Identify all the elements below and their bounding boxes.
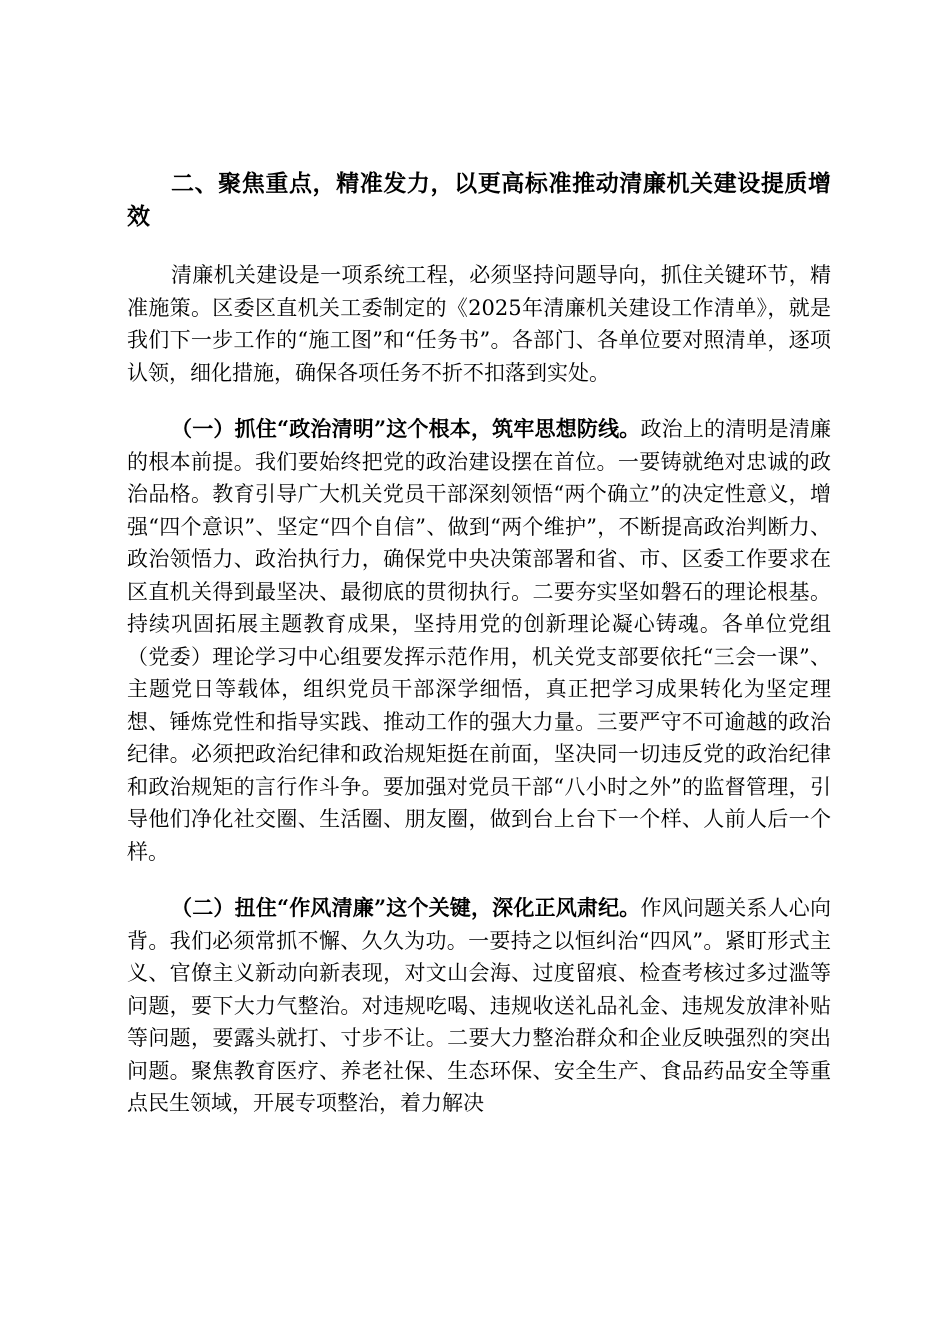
- subsection-2-paragraph: [127, 892, 831, 1120]
- section-heading: 二、聚焦重点，精准发力，以更高标准推动清廉机关建设提质增效: [127, 170, 831, 230]
- subsection-1-paragraph: [127, 413, 831, 868]
- document-page: [127, 168, 831, 1120]
- intro-paragraph: 清廉机关建设是一项系统工程，必须坚持问题导向，抓住关键环节，精准施策。区委区直机关工委制定的《2025年清廉机关建设工作清单》，就是我们下一步工作的“施工图”和“任务书”。各部门、各单位要对照清单，逐项认领，细化措施，确保各项任务不折不扣落到实处。: [127, 263, 831, 385]
- subsection-2-body: 作风问题关系人心向背。我们必须常抓不懈、久久为功。一要持之以恒纠治“四风”。紧盯形式主义、官僚主义新动向新表现，对文山会海、过度留痕、检查考核过多过滥等问题，要下大力气整治。对违规吃喝、违规收送礼品礼金、违规发放津补贴等问题，要露头就打、寸步不让。二要大力整治群众和企业反映强烈的突出问题。聚焦教育医疗、养老社保、生态环保、安全生产、食品药品安全等重点民生领域，开展专项整治，着力解决: [127, 896, 831, 1115]
- subsection-2-lead: （二）扭住“作风清廉”这个关键，深化正风肃纪。: [171, 895, 641, 920]
- subsection-1-body: 政治上的清明是清廉的根本前提。我们要始终把党的政治建设摆在首位。一要铸就绝对忠诚的政治品格。教育引导广大机关党员干部深刻领悟“两个确立”的决定性意义，增强“四个意识”、坚定“四个自信”、做到“两个维护”，不断提高政治判断力、政治领悟力、政治执行力，确保党中央决策部署和省、市、区委工作要求在区直机关得到最坚决、最彻底的贯彻执行。二要夯实坚如磐石的理论根基。持续巩固拓展主题教育成果，坚持用党的创新理论凝心铸魂。各单位党组（党委）理论学习中心组要发挥示范作用，机关党支部要依托“三会一课”、主题党日等载体，组织党员干部深学细悟，真正把学习成果转化为坚定理想、锤炼党性和指导实践、推动工作的强大力量。三要严守不可逾越的政治纪律。必须把政治纪律和政治规矩挺在前面，坚决同一切违反党的政治纪律和政治规矩的言行作斗争。要加强对党员干部“八小时之外”的监督管理，引导他们净化社交圈、生活圈、朋友圈，做到台上台下一个样、人前人后一个样。: [127, 417, 831, 864]
- subsection-1-lead: （一）抓住“政治清明”这个根本，筑牢思想防线。: [171, 416, 641, 441]
